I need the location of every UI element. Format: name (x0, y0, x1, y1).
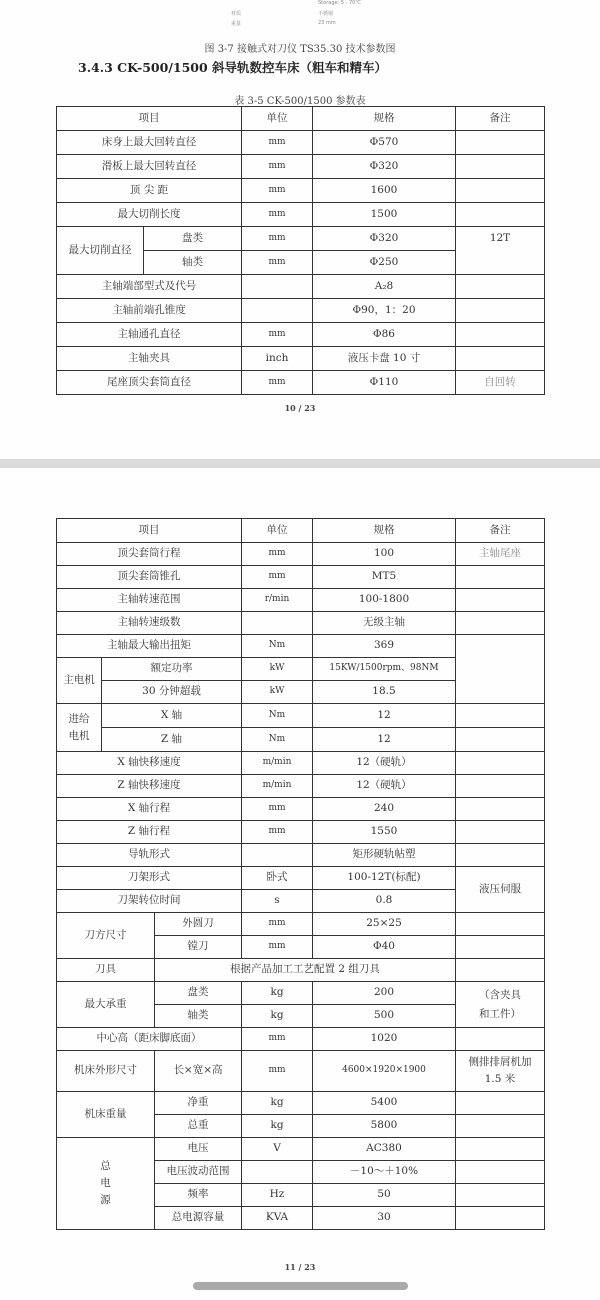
note-line: （含夹具 (479, 988, 521, 1001)
note-cell (456, 566, 545, 589)
group-line: 总 (100, 1160, 111, 1173)
group-cell: 主电机 (57, 658, 102, 704)
item-cell: 主轴通孔直径 (57, 323, 242, 347)
note-cell (456, 612, 545, 635)
fragment-label: 重量 (231, 21, 242, 27)
note-cell (456, 775, 545, 798)
spec-cell: 12（硬轨） (313, 775, 456, 798)
item-cell: 主轴前端孔锥度 (57, 299, 242, 323)
item-cell: 轴类 (155, 1005, 242, 1028)
spec-cell: AC380 (313, 1138, 456, 1161)
item-cell: 电压波动范围 (155, 1161, 242, 1184)
note-cell (456, 347, 545, 371)
storage-text: Storage: 5 - 70℃ (318, 0, 361, 6)
spec-cell: 18.5 (313, 681, 456, 704)
table-row (57, 844, 545, 867)
note-cell (456, 821, 545, 844)
item-cell: X 轴快移速度 (57, 752, 242, 775)
item-cell: 总重 (155, 1115, 242, 1138)
item-cell: 顶尖套筒锥孔 (57, 566, 242, 589)
document-page-10 (0, 0, 600, 459)
note-cell: 自回转 (456, 371, 545, 395)
spec-cell: 12 (313, 704, 456, 728)
item-cell: 30 分钟超载 (102, 681, 242, 704)
table-row (57, 275, 545, 299)
note-cell (456, 798, 545, 821)
note-cell (456, 323, 545, 347)
note-cell (456, 1028, 545, 1051)
group-line: 电机 (68, 729, 90, 742)
note-cell (456, 1115, 545, 1138)
note-cell (456, 959, 545, 982)
group-cell: 最大承重 (57, 982, 155, 1028)
unit-cell (242, 1161, 313, 1184)
item-cell: X 轴 (102, 704, 242, 728)
spec-cell: 液压卡盘 10 寸 (313, 347, 456, 371)
item-cell: 主轴夹具 (57, 347, 242, 371)
table-row (57, 589, 545, 612)
spec-cell: Φ110 (313, 371, 456, 395)
unit-cell: kg (242, 1115, 313, 1138)
item-cell: 盘类 (155, 982, 242, 1005)
table-row (57, 1092, 545, 1115)
spec-cell: Φ570 (313, 131, 456, 155)
group-line: 电 (100, 1177, 111, 1190)
note-cell (456, 982, 545, 1028)
spec-cell: Φ320 (313, 155, 456, 179)
note-cell (456, 203, 545, 227)
table-row (57, 798, 545, 821)
item-cell: 刀架形式 (57, 867, 242, 890)
item-cell: 主轴最大输出扭矩 (57, 635, 242, 658)
unit-cell: r/min (242, 589, 313, 612)
note-cell (456, 179, 545, 203)
note-cell (456, 1138, 545, 1161)
fragment-value: 不锈钢 (318, 11, 334, 17)
item-cell: 顶 尖 距 (57, 179, 242, 203)
table-row (57, 821, 545, 844)
table-row (57, 982, 545, 1005)
spec-cell: Φ250 (313, 251, 456, 275)
table-row (57, 1138, 545, 1161)
spec-cell: 1550 (313, 821, 456, 844)
note-cell: 主轴尾座 (456, 543, 545, 566)
spec-cell: Φ40 (313, 936, 456, 959)
item-cell: 刀具 (57, 959, 155, 982)
spec-cell: 12（硬轨） (313, 752, 456, 775)
table-caption: 表 3-5 CK-500/1500 参数表 (234, 96, 366, 107)
unit-cell: mm (242, 1028, 313, 1051)
fragment-value: 23 mm (318, 20, 336, 26)
fragment-label: 材质 (231, 11, 242, 17)
unit-cell: Nm (242, 728, 313, 752)
table-row (57, 299, 545, 323)
unit-cell: kg (242, 1092, 313, 1115)
note-cell (456, 635, 545, 704)
unit-cell: 卧式 (242, 867, 313, 890)
spec-cell: 0.8 (313, 890, 456, 913)
spec-cell: 50 (313, 1184, 456, 1207)
unit-cell: V (242, 1138, 313, 1161)
unit-cell: mm (242, 1051, 313, 1092)
group-line: 源 (100, 1193, 111, 1206)
unit-cell: mm (242, 203, 313, 227)
unit-cell: kW (242, 681, 313, 704)
table-row (57, 566, 545, 589)
note-cell: 12T (456, 227, 545, 275)
unit-cell: m/min (242, 775, 313, 798)
unit-cell: mm (242, 371, 313, 395)
note-cell (456, 704, 545, 728)
table-row (57, 155, 545, 179)
header-unit: 单位 (242, 519, 313, 543)
unit-cell: m/min (242, 752, 313, 775)
note-cell (456, 589, 545, 612)
spec-cell: 100-1800 (313, 589, 456, 612)
unit-cell (242, 275, 313, 299)
table-row (57, 1051, 545, 1092)
spec-cell: 5400 (313, 1092, 456, 1115)
spec-cell: 1600 (313, 179, 456, 203)
item-cell: 主轴转速范围 (57, 589, 242, 612)
table-row (57, 775, 545, 798)
note-cell (456, 1161, 545, 1184)
item-cell: 滑板上最大回转直径 (57, 155, 242, 179)
table-row (57, 543, 545, 566)
item-cell: Z 轴行程 (57, 821, 242, 844)
table-header-row (57, 519, 545, 543)
item-cell: 电压 (155, 1138, 242, 1161)
item-cell: 最大切削长度 (57, 203, 242, 227)
table-row (57, 203, 545, 227)
spec-cell: Φ86 (313, 323, 456, 347)
note-cell (456, 299, 545, 323)
unit-cell: mm (242, 821, 313, 844)
unit-cell: kg (242, 1005, 313, 1028)
item-cell: 长×宽×高 (155, 1051, 242, 1092)
item-cell: 盘类 (144, 227, 242, 251)
page-number: 11 / 23 (284, 1262, 316, 1272)
group-cell: 机床外形尺寸 (57, 1051, 155, 1092)
spec-cell: A₂8 (313, 275, 456, 299)
section-heading: 3.4.3 CK-500/1500 斜导轨数控车床（粗车和精车） (78, 60, 388, 75)
note-line: 1.5 米 (484, 1073, 516, 1085)
unit-cell: Nm (242, 635, 313, 658)
unit-cell: Hz (242, 1184, 313, 1207)
unit-cell: inch (242, 347, 313, 371)
unit-cell: mm (242, 566, 313, 589)
note-cell (456, 155, 545, 179)
unit-cell: kg (242, 982, 313, 1005)
note-cell (456, 936, 545, 959)
table-row (57, 913, 545, 936)
spec-cell: 1500 (313, 203, 456, 227)
table-row (57, 371, 545, 395)
item-cell: Z 轴快移速度 (57, 775, 242, 798)
spec-cell: 无级主轴 (313, 612, 456, 635)
header-spec: 规格 (313, 107, 456, 131)
table-row (57, 867, 545, 890)
note-cell (456, 752, 545, 775)
parameter-table (56, 106, 545, 395)
unit-cell: kW (242, 658, 313, 681)
spec-cell: Φ320 (313, 227, 456, 251)
spec-cell: 25×25 (313, 913, 456, 936)
table-row (57, 179, 545, 203)
table-row (57, 728, 545, 752)
item-cell: 镗刀 (155, 936, 242, 959)
group-cell: 机床重量 (57, 1092, 155, 1138)
note-line: 侧排排屑机加 (468, 1056, 532, 1069)
note-cell (456, 1051, 545, 1092)
note-cell (456, 1092, 545, 1115)
figure-caption: 图 3-7 接触式对刀仪 TS35.30 技术参数图 (204, 44, 396, 55)
home-indicator[interactable] (193, 1282, 408, 1290)
table-row (57, 704, 545, 728)
spec-cell: 100-12T(标配) (313, 867, 456, 890)
unit-cell: mm (242, 251, 313, 275)
unit-cell: s (242, 890, 313, 913)
spec-cell: －10～＋10% (313, 1161, 456, 1184)
group-cell (57, 1138, 155, 1230)
table-row (57, 131, 545, 155)
item-cell: 主轴端部型式及代号 (57, 275, 242, 299)
item-cell: 净重 (155, 1092, 242, 1115)
group-line: 进给 (68, 712, 90, 725)
table-row (57, 347, 545, 371)
note-cell (456, 728, 545, 752)
unit-cell: mm (242, 155, 313, 179)
item-cell: 外圆刀 (155, 913, 242, 936)
item-cell: 额定功率 (102, 658, 242, 681)
item-cell: 总电源容量 (155, 1207, 242, 1230)
header-item: 项目 (57, 519, 242, 543)
note-cell (456, 844, 545, 867)
unit-cell: KVA (242, 1207, 313, 1230)
header-note: 备注 (456, 519, 545, 543)
unit-cell: mm (242, 131, 313, 155)
spec-cell: 15KW/1500rpm、98NM (313, 658, 456, 681)
spec-cell: 100 (313, 543, 456, 566)
header-note: 备注 (456, 107, 545, 131)
spec-cell: 矩形硬轨帖塑 (313, 844, 456, 867)
item-cell: 轴类 (144, 251, 242, 275)
spec-cell: 5800 (313, 1115, 456, 1138)
unit-cell: mm (242, 798, 313, 821)
spec-cell: 500 (313, 1005, 456, 1028)
note-line: 和工件） (479, 1007, 521, 1020)
item-cell: 床身上最大回转直径 (57, 131, 242, 155)
table-row (57, 612, 545, 635)
item-cell: 顶尖套筒行程 (57, 543, 242, 566)
document-page-11 (0, 468, 600, 1300)
item-cell: 刀架转位时间 (57, 890, 242, 913)
unit-cell: mm (242, 543, 313, 566)
unit-cell: mm (242, 179, 313, 203)
spec-cell: 200 (313, 982, 456, 1005)
spec-cell: 1020 (313, 1028, 456, 1051)
note-cell (456, 1207, 545, 1230)
item-cell: 主轴转速级数 (57, 612, 242, 635)
unit-cell (242, 612, 313, 635)
table-header-row (57, 107, 545, 131)
unit-cell: mm (242, 936, 313, 959)
item-cell: 尾座顶尖套筒直径 (57, 371, 242, 395)
table-row (57, 959, 545, 982)
note-cell (456, 913, 545, 936)
header-item: 项目 (57, 107, 242, 131)
table-row (57, 635, 545, 658)
note-cell (456, 1184, 545, 1207)
unit-cell: mm (242, 227, 313, 251)
note-cell (456, 131, 545, 155)
header-unit: 单位 (242, 107, 313, 131)
table-row (57, 752, 545, 775)
item-cell: 中心高（距床脚底面） (57, 1028, 242, 1051)
spec-cell: Φ90，1：20 (313, 299, 456, 323)
table-row (57, 1028, 545, 1051)
unit-cell (242, 844, 313, 867)
spec-cell: 240 (313, 798, 456, 821)
table-row (57, 323, 545, 347)
note-cell: 液压伺服 (456, 867, 545, 913)
spec-cell: 4600×1920×1900 (313, 1051, 456, 1092)
unit-cell (242, 299, 313, 323)
spec-cell: 12 (313, 728, 456, 752)
header-spec: 规格 (313, 519, 456, 543)
group-cell: 刀方尺寸 (57, 913, 155, 959)
spec-cell: MT5 (313, 566, 456, 589)
item-cell: 导轨形式 (57, 844, 242, 867)
spec-cell: 369 (313, 635, 456, 658)
item-cell: Z 轴 (102, 728, 242, 752)
note-cell (456, 275, 545, 299)
unit-cell: mm (242, 913, 313, 936)
item-cell: 频率 (155, 1184, 242, 1207)
spec-cell: 30 (313, 1207, 456, 1230)
item-cell: X 轴行程 (57, 798, 242, 821)
page-gap (0, 459, 600, 468)
page-number: 10 / 23 (284, 403, 316, 413)
group-cell: 最大切削直径 (57, 227, 144, 275)
unit-cell: mm (242, 323, 313, 347)
table-row (57, 227, 545, 251)
unit-cell: Nm (242, 704, 313, 728)
merged-spec-cell: 根据产品加工工艺配置 2 组刀具 (155, 959, 456, 982)
group-cell (57, 704, 102, 752)
parameter-table-continued (56, 518, 545, 1230)
